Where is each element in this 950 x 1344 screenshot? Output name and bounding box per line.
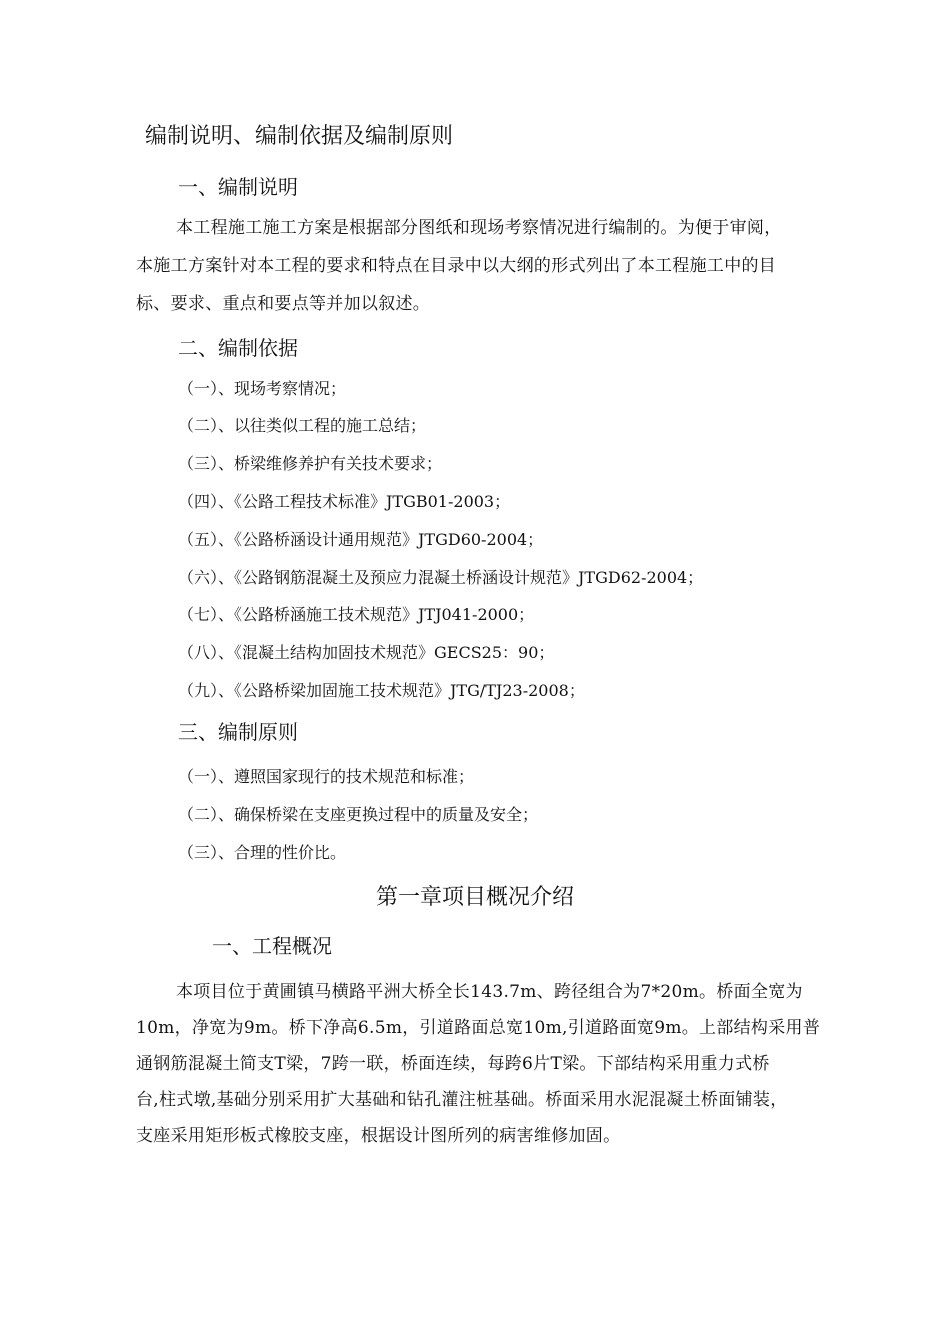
list-item: （二）、确保桥梁在支座更换过程中的质量及安全； <box>178 805 539 824</box>
list-item: （二）、以往类似工程的施工总结； <box>178 416 427 435</box>
section-title-basis: 二、编制依据 <box>178 336 298 360</box>
list-item: （九）、《公路桥梁加固施工技术规范》JTG/TJ23-2008； <box>178 681 585 700</box>
paragraph-line: 本项目位于黄圃镇马横路平洲大桥全长143.7m、跨径组合为7*20m。桥面全宽为 <box>176 982 803 1002</box>
list-item: （六）、《公路钢筋混凝土及预应力混凝土桥涵设计规范》JTGD62-2004； <box>178 568 704 587</box>
list-item: （八）、《混凝土结构加固技术规范》GECS25：90； <box>178 643 555 662</box>
section-title-principles: 三、编制原则 <box>178 720 298 744</box>
list-item: （一）、现场考察情况； <box>178 379 347 398</box>
list-item: （三）、合理的性价比。 <box>178 843 347 862</box>
paragraph-line: 本施工方案针对本工程的要求和特点在目录中以大纲的形式列出了本工程施工中的目 <box>136 256 777 276</box>
paragraph-line: 通钢筋混凝土简支T梁，7跨一联，桥面连续，每跨6片T梁。下部结构采用重力式桥 <box>136 1054 770 1074</box>
list-item: （三）、桥梁维修养护有关技术要求； <box>178 454 443 473</box>
paragraph-line: 本工程施工施工方案是根据部分图纸和现场考察情况进行编制的。为便于审阅， <box>176 218 782 238</box>
paragraph-line: 支座采用矩形板式橡胶支座，根据设计图所列的病害维修加固。 <box>136 1126 621 1146</box>
paragraph-line: 10m，净宽为9m。桥下净高6.5m，引道路面总宽10m,引道路面宽9m。上部结构采用普 <box>136 1018 821 1038</box>
section-title-explanation: 一、编制说明 <box>178 175 298 199</box>
list-item: （四）、《公路工程技术标准》JTGB01-2003； <box>178 492 511 511</box>
main-title: 编制说明、编制依据及编制原则 <box>145 124 454 149</box>
section-title-overview: 一、工程概况 <box>212 934 332 958</box>
list-item: （五）、《公路桥涵设计通用规范》JTGD60-2004； <box>178 530 544 549</box>
list-item: （一）、遵照国家现行的技术规范和标准； <box>178 767 475 786</box>
chapter-title: 第一章项目概况介绍 <box>375 885 574 910</box>
paragraph-line: 台,柱式墩,基础分别采用扩大基础和钻孔灌注桩基础。桥面采用水泥混凝土桥面铺装， <box>136 1090 788 1110</box>
paragraph-line: 标、要求、重点和要点等并加以叙述。 <box>136 294 431 314</box>
list-item: （七）、《公路桥涵施工技术规范》JTJ041-2000； <box>178 605 535 624</box>
